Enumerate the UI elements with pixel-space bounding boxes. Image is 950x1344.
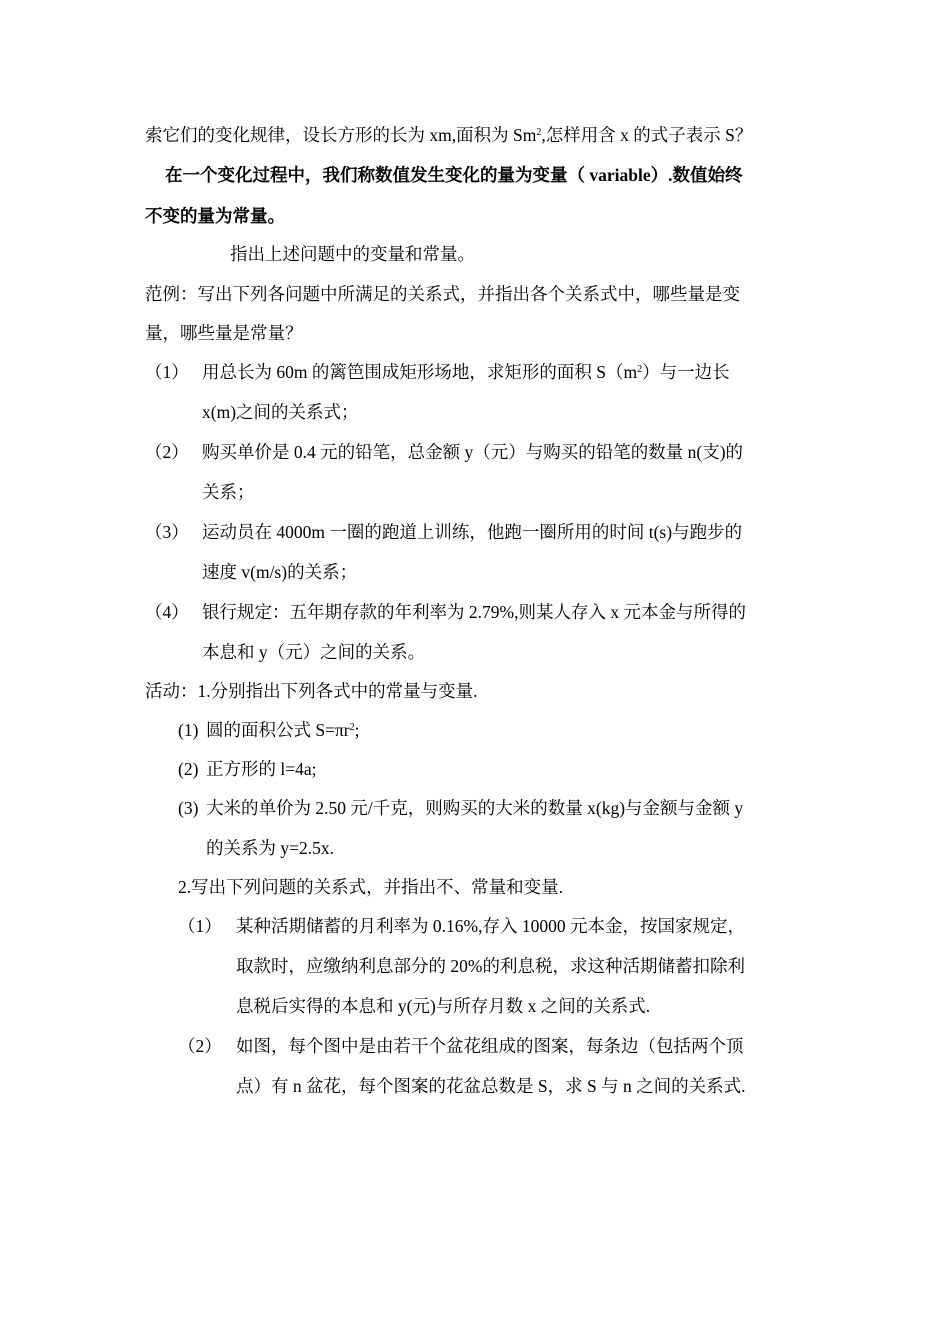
example-item-4-line-2: 本息和 y（元）之间的关系。 — [202, 642, 426, 662]
example-item-3-number: （3） — [145, 522, 189, 542]
example-item-2-line-1: 购买单价是 0.4 元的铅笔，总金额 y（元）与购买的铅笔的数量 n(支)的 — [202, 442, 744, 462]
example-item-1-line-2: x(m)之间的关系式； — [202, 402, 359, 422]
example-item-1-line-1 — [202, 360, 730, 384]
part2-item-2-line-1: 如图，每个图中是由若干个盆花组成的图案，每条边（包括两个顶 — [236, 1036, 744, 1056]
example-item-1-number: （1） — [145, 362, 189, 382]
activity-sub-3-number: (3) — [178, 798, 199, 818]
example-item-4-line-1: 银行规定：五年期存款的年利率为 2.79%,则某人存入 x 元本金与所得的 — [202, 602, 746, 622]
intro-text-b: ,怎样用含 x 的式子表示 S？ — [541, 125, 753, 145]
part2-item-1-line-2: 取款时，应缴纳利息部分的 20%的利息税，求这种活期储蓄扣除利 — [236, 956, 745, 976]
intro-superscript: 2 — [536, 127, 542, 138]
definition-line-1: 在一个变化过程中，我们称数值发生变化的量为变量（ variable）.数值始终 — [165, 165, 743, 185]
example-line-1: 范例：写出下列各问题中所满足的关系式，并指出各个关系式中，哪些量是变 — [145, 284, 740, 304]
part2-item-1-number: （1） — [178, 916, 222, 936]
example-line-2: 量，哪些量是常量？ — [145, 323, 303, 343]
part2-item-2-line-2: 点）有 n 盆花，每个图案的花盆总数是 S，求 S 与 n 之间的关系式. — [236, 1076, 746, 1096]
activity-sub-3-line-1: 大米的单价为 2.50 元/千克，则购买的大米的数量 x(kg)与金额与金额 y — [206, 798, 744, 818]
intro-line — [145, 123, 752, 147]
example-item-2-line-2: 关系； — [202, 482, 255, 502]
activity-sub-1-text — [206, 718, 360, 742]
activity-sub-1-text-a: 圆的面积公式 S=πr — [206, 720, 350, 740]
example-item-3-line-2: 速度 v(m/s)的关系； — [202, 562, 358, 582]
example-item-2-number: （2） — [145, 442, 189, 462]
example-item-1-text-b: ）与一边长 — [642, 362, 730, 382]
example-item-1-text-a: 用总长为 60m 的篱笆围成矩形场地，求矩形的面积 S（m — [202, 362, 638, 382]
example-item-4-number: （4） — [145, 602, 189, 622]
activity-sub-1-number: (1) — [178, 720, 199, 740]
part2-heading: 2.写出下列问题的关系式，并指出不、常量和变量. — [178, 877, 563, 897]
activity-sub-2-number: (2) — [178, 759, 199, 779]
activity-heading: 活动：1.分别指出下列各式中的常量与变量. — [145, 681, 478, 701]
example-item-3-line-1: 运动员在 4000m 一圈的跑道上训练，他跑一圈所用的时间 t(s)与跑步的 — [202, 522, 743, 542]
part2-item-2-number: （2） — [178, 1036, 222, 1056]
activity-sub-1-text-b: ; — [354, 720, 360, 740]
example-item-1-superscript: 2 — [637, 364, 643, 375]
activity-sub-3-line-2: 的关系为 y=2.5x. — [206, 838, 334, 858]
intro-text-a: 索它们的变化规律，设长方形的长为 xm,面积为 Sm — [145, 125, 537, 145]
activity-sub-1-superscript: 2 — [349, 722, 355, 733]
part2-item-1-line-1: 某种活期储蓄的月利率为 0.16%,存入 10000 元本金，按国家规定， — [236, 916, 745, 936]
part2-item-1-line-3: 息税后实得的本息和 y(元)与所存月数 x 之间的关系式. — [236, 996, 651, 1016]
activity-sub-2-text: 正方形的 l=4a; — [206, 759, 317, 779]
definition-line-2: 不变的量为常量。 — [145, 206, 285, 226]
task-line: 指出上述问题中的变量和常量。 — [230, 244, 475, 264]
